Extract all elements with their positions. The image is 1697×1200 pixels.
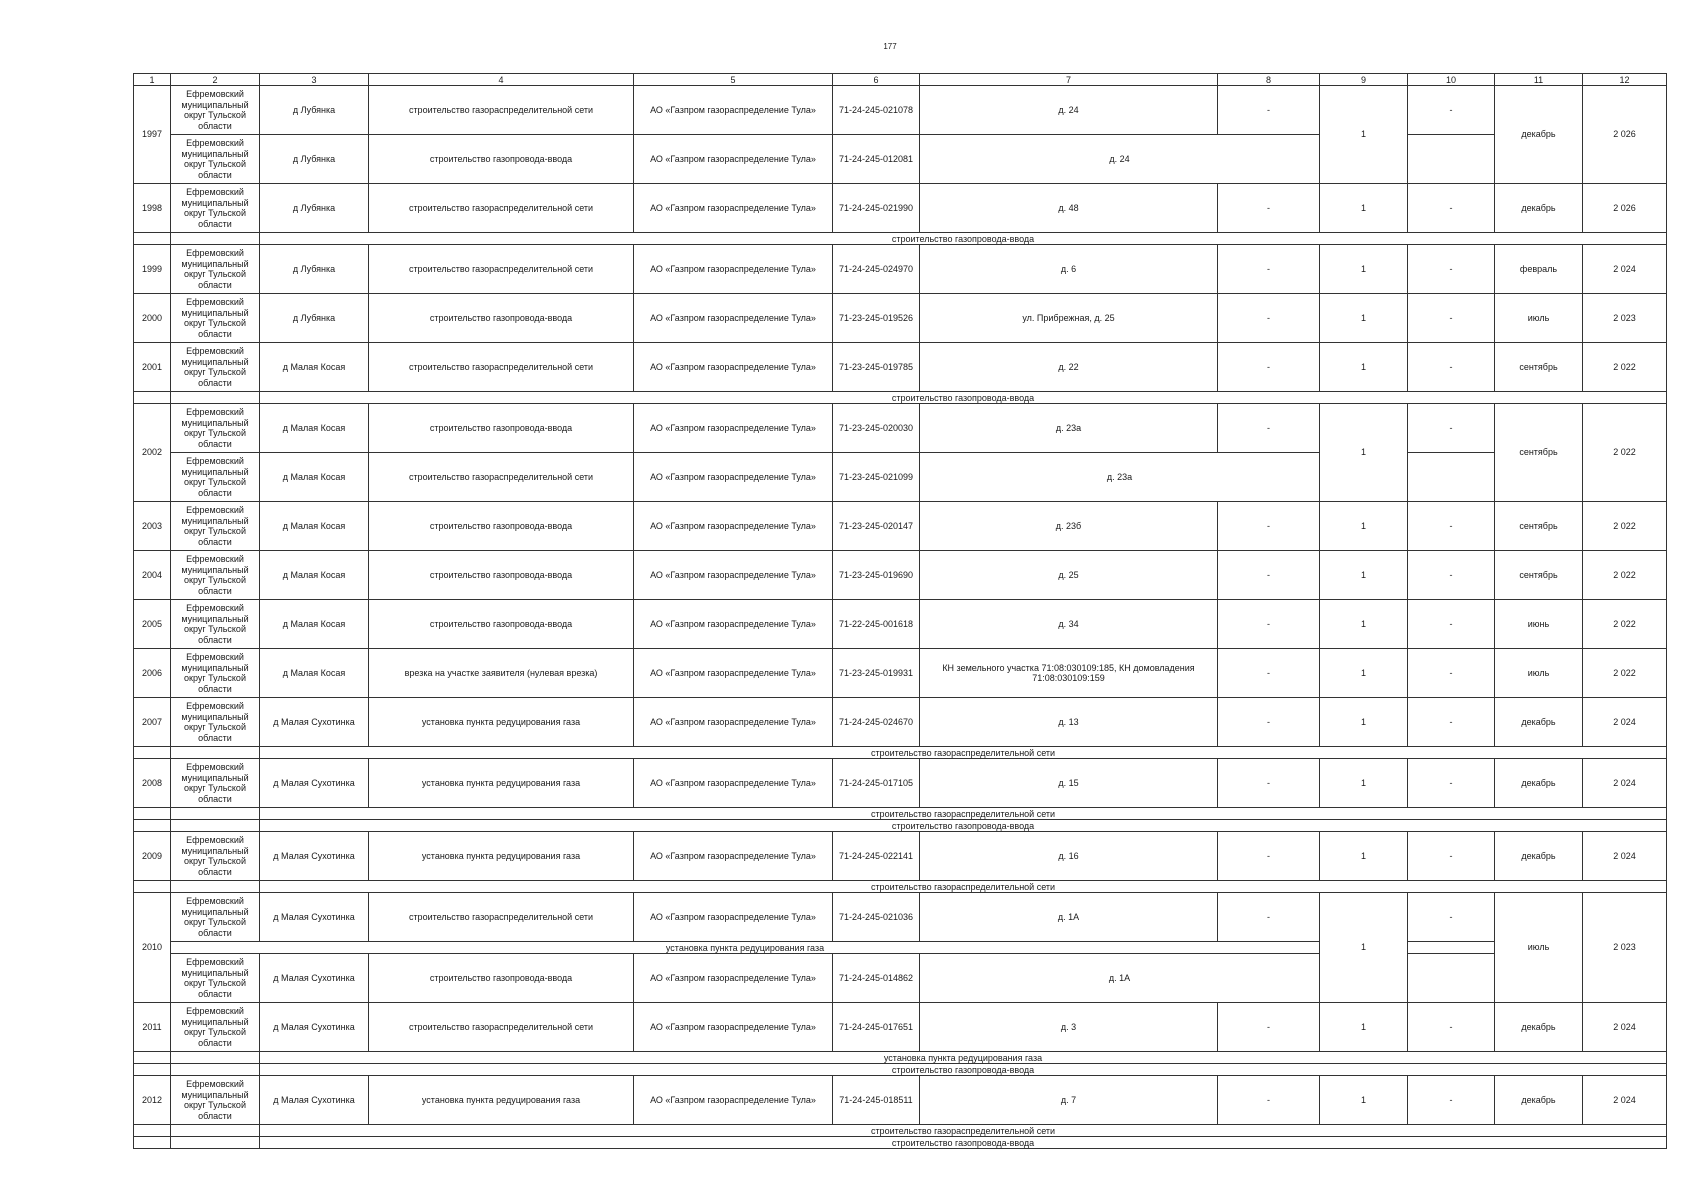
settlement-cell: д Малая Косая xyxy=(260,343,369,392)
table-row xyxy=(134,551,1667,600)
subitem-row xyxy=(134,820,1667,832)
year-cell: 2 022 xyxy=(1583,649,1667,698)
subitem-row xyxy=(134,1125,1667,1137)
municipality-cell: Ефремовский муниципальный округ Тульской области xyxy=(171,600,260,649)
settlement-cell: д Малая Косая xyxy=(260,502,369,551)
application-code-cell: 71-23-245-019931 xyxy=(833,649,920,698)
address-cell: д. 23а xyxy=(920,404,1218,453)
col10-cell: - xyxy=(1408,502,1495,551)
col10-cell: - xyxy=(1408,600,1495,649)
col8-cell: - xyxy=(1218,551,1320,600)
organization-cell: АО «Газпром газораспределение Тула» xyxy=(634,954,833,1003)
subitem-text: строительство газопровода-ввода xyxy=(260,1064,1667,1076)
address-cell: д. 6 xyxy=(920,245,1218,294)
application-code-cell: 71-24-245-024970 xyxy=(833,245,920,294)
subitem-text: установка пункта редуцирования газа xyxy=(260,1052,1667,1064)
organization-cell: АО «Газпром газораспределение Тула» xyxy=(634,135,833,184)
year-cell: 2 023 xyxy=(1583,893,1667,1003)
municipality-cell: Ефремовский муниципальный округ Тульской области xyxy=(171,135,260,184)
col8-cell: - xyxy=(1218,832,1320,881)
work-type-cell: строительство газопровода-ввода xyxy=(369,135,634,184)
col8-cell: - xyxy=(1218,184,1320,233)
address-cell: д. 34 xyxy=(920,600,1218,649)
empty-cell xyxy=(134,233,171,245)
settlement-cell: д Лубянка xyxy=(260,294,369,343)
month-cell: декабрь xyxy=(1495,698,1583,747)
organization-cell: АО «Газпром газораспределение Тула» xyxy=(634,502,833,551)
municipality-cell: Ефремовский муниципальный округ Тульской области xyxy=(171,832,260,881)
application-code-cell: 71-24-245-021990 xyxy=(833,184,920,233)
col9-cell: 1 xyxy=(1320,551,1408,600)
settlement-cell: д Лубянка xyxy=(260,245,369,294)
column-header-2: 2 xyxy=(171,74,260,86)
table-row xyxy=(134,343,1667,392)
settlement-cell: д Малая Косая xyxy=(260,404,369,453)
col8-cell: - xyxy=(1218,1076,1320,1125)
col9-cell: 1 xyxy=(1320,86,1408,184)
col10-cell: - xyxy=(1408,832,1495,881)
col10-cell xyxy=(1408,942,1495,954)
empty-cell xyxy=(171,1064,260,1076)
work-type-cell: строительство газораспределительной сети xyxy=(369,343,634,392)
col10-cell: - xyxy=(1408,1076,1495,1125)
month-cell: июнь xyxy=(1495,600,1583,649)
year-cell: 2 022 xyxy=(1583,502,1667,551)
table-row xyxy=(134,135,1667,184)
row-number: 1998 xyxy=(134,184,171,233)
address-cell: д. 22 xyxy=(920,343,1218,392)
address-cell: д. 3 xyxy=(920,1003,1218,1052)
table-row xyxy=(134,698,1667,747)
col9-cell: 1 xyxy=(1320,343,1408,392)
column-header-1: 1 xyxy=(134,74,171,86)
col9-cell: 1 xyxy=(1320,245,1408,294)
empty-cell xyxy=(171,881,260,893)
work-type-cell: строительство газопровода-ввода xyxy=(369,954,634,1003)
work-type-cell: установка пункта редуцирования газа xyxy=(369,1076,634,1125)
header-row xyxy=(134,74,1667,86)
settlement-cell: д Малая Сухотинка xyxy=(260,759,369,808)
address-cell: д. 25 xyxy=(920,551,1218,600)
table-row xyxy=(134,294,1667,343)
empty-cell xyxy=(134,1125,171,1137)
address-cell: д. 1А xyxy=(920,954,1320,1003)
table-row xyxy=(134,404,1667,453)
col9-cell: 1 xyxy=(1320,1003,1408,1052)
row-number: 1999 xyxy=(134,245,171,294)
empty-cell xyxy=(134,820,171,832)
table-body xyxy=(134,86,1667,1149)
application-code-cell: 71-24-245-017105 xyxy=(833,759,920,808)
year-cell: 2 024 xyxy=(1583,698,1667,747)
column-header-6: 6 xyxy=(833,74,920,86)
col9-cell: 1 xyxy=(1320,502,1408,551)
year-cell: 2 024 xyxy=(1583,1076,1667,1125)
organization-cell: АО «Газпром газораспределение Тула» xyxy=(634,86,833,135)
empty-cell xyxy=(134,1052,171,1064)
application-code-cell: 71-22-245-001618 xyxy=(833,600,920,649)
organization-cell: АО «Газпром газораспределение Тула» xyxy=(634,1076,833,1125)
col10-cell: - xyxy=(1408,343,1495,392)
subitem-text: строительство газопровода-ввода xyxy=(260,820,1667,832)
table-row xyxy=(134,245,1667,294)
column-header-12: 12 xyxy=(1583,74,1667,86)
organization-cell: АО «Газпром газораспределение Тула» xyxy=(634,184,833,233)
col9-cell: 1 xyxy=(1320,832,1408,881)
year-cell: 2 022 xyxy=(1583,600,1667,649)
municipality-cell: Ефремовский муниципальный округ Тульской области xyxy=(171,698,260,747)
column-header-10: 10 xyxy=(1408,74,1495,86)
municipality-cell: Ефремовский муниципальный округ Тульской области xyxy=(171,453,260,502)
empty-cell xyxy=(134,881,171,893)
application-code-cell: 71-23-245-019526 xyxy=(833,294,920,343)
municipality-cell: Ефремовский муниципальный округ Тульской области xyxy=(171,759,260,808)
col8-cell: - xyxy=(1218,893,1320,942)
table-header xyxy=(134,74,1667,86)
application-code-cell: 71-23-245-021099 xyxy=(833,453,920,502)
subitem-row xyxy=(134,1052,1667,1064)
col10-cell: - xyxy=(1408,86,1495,135)
empty-cell xyxy=(134,747,171,759)
application-code-cell: 71-23-245-019785 xyxy=(833,343,920,392)
municipality-cell: Ефремовский муниципальный округ Тульской области xyxy=(171,404,260,453)
month-cell: декабрь xyxy=(1495,184,1583,233)
empty-cell xyxy=(171,233,260,245)
subitem-row xyxy=(134,942,1667,954)
row-number: 2010 xyxy=(134,893,171,1003)
empty-cell xyxy=(134,1064,171,1076)
municipality-cell: Ефремовский муниципальный округ Тульской области xyxy=(171,184,260,233)
table-row xyxy=(134,502,1667,551)
col9-cell: 1 xyxy=(1320,404,1408,502)
table-row xyxy=(134,649,1667,698)
empty-cell xyxy=(134,1137,171,1149)
table-row xyxy=(134,600,1667,649)
col10-cell: - xyxy=(1408,893,1495,942)
settlement-cell: д Малая Сухотинка xyxy=(260,893,369,942)
col10-cell xyxy=(1408,135,1495,184)
address-cell: д. 24 xyxy=(920,86,1218,135)
table-row xyxy=(134,1003,1667,1052)
column-header-11: 11 xyxy=(1495,74,1583,86)
subitem-text: строительство газораспределительной сети xyxy=(260,808,1667,820)
work-type-cell: строительство газораспределительной сети xyxy=(369,184,634,233)
work-type-cell: строительство газораспределительной сети xyxy=(369,245,634,294)
application-code-cell: 71-24-245-012081 xyxy=(833,135,920,184)
row-number: 2003 xyxy=(134,502,171,551)
table-row xyxy=(134,893,1667,942)
application-code-cell: 71-24-245-021036 xyxy=(833,893,920,942)
organization-cell: АО «Газпром газораспределение Тула» xyxy=(634,698,833,747)
application-code-cell: 71-24-245-014862 xyxy=(833,954,920,1003)
municipality-cell: Ефремовский муниципальный округ Тульской области xyxy=(171,1076,260,1125)
row-number: 2008 xyxy=(134,759,171,808)
month-cell: декабрь xyxy=(1495,86,1583,184)
address-cell: д. 1А xyxy=(920,893,1218,942)
row-number: 2004 xyxy=(134,551,171,600)
col8-cell: - xyxy=(1218,649,1320,698)
year-cell: 2 022 xyxy=(1583,343,1667,392)
work-type-cell: строительство газораспределительной сети xyxy=(369,1003,634,1052)
empty-cell xyxy=(171,392,260,404)
row-number: 2012 xyxy=(134,1076,171,1125)
subitem-text: строительство газопровода-ввода xyxy=(260,1137,1667,1149)
col10-cell: - xyxy=(1408,698,1495,747)
month-cell: июль xyxy=(1495,649,1583,698)
organization-cell: АО «Газпром газораспределение Тула» xyxy=(634,453,833,502)
subitem-row xyxy=(134,1137,1667,1149)
work-type-cell: установка пункта редуцирования газа xyxy=(369,832,634,881)
application-code-cell: 71-24-245-017651 xyxy=(833,1003,920,1052)
work-type-cell: строительство газопровода-ввода xyxy=(369,600,634,649)
year-cell: 2 024 xyxy=(1583,832,1667,881)
work-type-cell: строительство газопровода-ввода xyxy=(369,294,634,343)
work-type-cell: строительство газораспределительной сети xyxy=(369,893,634,942)
col8-cell: - xyxy=(1218,759,1320,808)
settlement-cell: д Малая Сухотинка xyxy=(260,1003,369,1052)
work-type-cell: строительство газораспределительной сети xyxy=(369,453,634,502)
municipality-cell: Ефремовский муниципальный округ Тульской области xyxy=(171,893,260,942)
month-cell: сентябрь xyxy=(1495,343,1583,392)
col10-cell xyxy=(1408,954,1495,1003)
table-row xyxy=(134,453,1667,502)
col9-cell: 1 xyxy=(1320,294,1408,343)
settlement-cell: д Малая Сухотинка xyxy=(260,698,369,747)
column-header-5: 5 xyxy=(634,74,833,86)
subitem-text: установка пункта редуцирования газа xyxy=(171,942,1320,954)
col8-cell: - xyxy=(1218,86,1320,135)
work-type-cell: строительство газопровода-ввода xyxy=(369,502,634,551)
organization-cell: АО «Газпром газораспределение Тула» xyxy=(634,1003,833,1052)
col10-cell: - xyxy=(1408,184,1495,233)
subitem-row xyxy=(134,1064,1667,1076)
address-cell: д. 13 xyxy=(920,698,1218,747)
row-number: 2002 xyxy=(134,404,171,502)
work-type-cell: установка пункта редуцирования газа xyxy=(369,698,634,747)
application-code-cell: 71-23-245-020030 xyxy=(833,404,920,453)
col10-cell: - xyxy=(1408,404,1495,453)
row-number: 1997 xyxy=(134,86,171,184)
col9-cell: 1 xyxy=(1320,1076,1408,1125)
municipality-cell: Ефремовский муниципальный округ Тульской области xyxy=(171,649,260,698)
organization-cell: АО «Газпром газораспределение Тула» xyxy=(634,404,833,453)
organization-cell: АО «Газпром газораспределение Тула» xyxy=(634,649,833,698)
empty-cell xyxy=(171,1125,260,1137)
row-number: 2001 xyxy=(134,343,171,392)
col9-cell: 1 xyxy=(1320,698,1408,747)
row-number: 2011 xyxy=(134,1003,171,1052)
row-number: 2005 xyxy=(134,600,171,649)
year-cell: 2 023 xyxy=(1583,294,1667,343)
address-cell: д. 16 xyxy=(920,832,1218,881)
col8-cell: - xyxy=(1218,245,1320,294)
subitem-text: строительство газопровода-ввода xyxy=(260,233,1667,245)
settlement-cell: д Малая Косая xyxy=(260,649,369,698)
municipality-cell: Ефремовский муниципальный округ Тульской области xyxy=(171,343,260,392)
organization-cell: АО «Газпром газораспределение Тула» xyxy=(634,759,833,808)
col9-cell: 1 xyxy=(1320,759,1408,808)
subitem-row xyxy=(134,881,1667,893)
municipality-cell: Ефремовский муниципальный округ Тульской области xyxy=(171,502,260,551)
settlement-cell: д Лубянка xyxy=(260,135,369,184)
col10-cell: - xyxy=(1408,1003,1495,1052)
empty-cell xyxy=(134,392,171,404)
empty-cell xyxy=(171,747,260,759)
month-cell: июль xyxy=(1495,294,1583,343)
column-header-4: 4 xyxy=(369,74,634,86)
col10-cell xyxy=(1408,453,1495,502)
subitem-row xyxy=(134,747,1667,759)
col8-cell: - xyxy=(1218,502,1320,551)
subitem-text: строительство газопровода-ввода xyxy=(260,392,1667,404)
col8-cell: - xyxy=(1218,343,1320,392)
organization-cell: АО «Газпром газораспределение Тула» xyxy=(634,343,833,392)
settlement-cell: д Малая Косая xyxy=(260,600,369,649)
empty-cell xyxy=(171,1137,260,1149)
month-cell: сентябрь xyxy=(1495,551,1583,600)
empty-cell xyxy=(134,808,171,820)
settlement-cell: д Малая Сухотинка xyxy=(260,832,369,881)
col10-cell: - xyxy=(1408,649,1495,698)
column-header-3: 3 xyxy=(260,74,369,86)
organization-cell: АО «Газпром газораспределение Тула» xyxy=(634,893,833,942)
row-number: 2000 xyxy=(134,294,171,343)
municipality-cell: Ефремовский муниципальный округ Тульской области xyxy=(171,245,260,294)
year-cell: 2 024 xyxy=(1583,759,1667,808)
work-type-cell: врезка на участке заявителя (нулевая врезка) xyxy=(369,649,634,698)
year-cell: 2 024 xyxy=(1583,1003,1667,1052)
municipality-cell: Ефремовский муниципальный округ Тульской области xyxy=(171,86,260,135)
table-row xyxy=(134,954,1667,1003)
work-type-cell: строительство газопровода-ввода xyxy=(369,404,634,453)
subitem-row xyxy=(134,392,1667,404)
month-cell: декабрь xyxy=(1495,1003,1583,1052)
address-cell: д. 48 xyxy=(920,184,1218,233)
col10-cell: - xyxy=(1408,294,1495,343)
table-row xyxy=(134,184,1667,233)
settlement-cell: д Лубянка xyxy=(260,86,369,135)
application-code-cell: 71-24-245-021078 xyxy=(833,86,920,135)
month-cell: июль xyxy=(1495,893,1583,1003)
col8-cell: - xyxy=(1218,600,1320,649)
year-cell: 2 026 xyxy=(1583,86,1667,184)
municipality-cell: Ефремовский муниципальный округ Тульской области xyxy=(171,551,260,600)
column-header-8: 8 xyxy=(1218,74,1320,86)
municipality-cell: Ефремовский муниципальный округ Тульской области xyxy=(171,294,260,343)
application-code-cell: 71-23-245-019690 xyxy=(833,551,920,600)
address-cell: д. 24 xyxy=(920,135,1320,184)
settlement-cell: д Малая Сухотинка xyxy=(260,1076,369,1125)
settlement-cell: д Малая Косая xyxy=(260,551,369,600)
work-type-cell: строительство газораспределительной сети xyxy=(369,86,634,135)
year-cell: 2 022 xyxy=(1583,404,1667,502)
settlement-cell: д Малая Косая xyxy=(260,453,369,502)
table-row xyxy=(134,1076,1667,1125)
settlement-cell: д Лубянка xyxy=(260,184,369,233)
address-cell: КН земельного участка 71:08:030109:185, КН домовладения 71:08:030109:159 xyxy=(920,649,1218,698)
year-cell: 2 024 xyxy=(1583,245,1667,294)
month-cell: декабрь xyxy=(1495,832,1583,881)
col8-cell: - xyxy=(1218,1003,1320,1052)
table-row xyxy=(134,86,1667,135)
col10-cell: - xyxy=(1408,759,1495,808)
month-cell: сентябрь xyxy=(1495,404,1583,502)
col9-cell: 1 xyxy=(1320,600,1408,649)
month-cell: декабрь xyxy=(1495,1076,1583,1125)
organization-cell: АО «Газпром газораспределение Тула» xyxy=(634,551,833,600)
column-header-9: 9 xyxy=(1320,74,1408,86)
row-number: 2009 xyxy=(134,832,171,881)
empty-cell xyxy=(171,820,260,832)
row-number: 2006 xyxy=(134,649,171,698)
empty-cell xyxy=(171,1052,260,1064)
application-code-cell: 71-24-245-018511 xyxy=(833,1076,920,1125)
col9-cell: 1 xyxy=(1320,893,1408,1003)
month-cell: февраль xyxy=(1495,245,1583,294)
organization-cell: АО «Газпром газораспределение Тула» xyxy=(634,245,833,294)
table-row xyxy=(134,832,1667,881)
column-header-7: 7 xyxy=(920,74,1218,86)
application-code-cell: 71-24-245-024670 xyxy=(833,698,920,747)
application-code-cell: 71-24-245-022141 xyxy=(833,832,920,881)
settlement-cell: д Малая Сухотинка xyxy=(260,954,369,1003)
col9-cell: 1 xyxy=(1320,649,1408,698)
year-cell: 2 026 xyxy=(1583,184,1667,233)
col9-cell: 1 xyxy=(1320,184,1408,233)
application-code-cell: 71-23-245-020147 xyxy=(833,502,920,551)
subitem-text: строительство газораспределительной сети xyxy=(260,881,1667,893)
empty-cell xyxy=(171,808,260,820)
col10-cell: - xyxy=(1408,245,1495,294)
work-type-cell: установка пункта редуцирования газа xyxy=(369,759,634,808)
municipality-cell: Ефремовский муниципальный округ Тульской области xyxy=(171,1003,260,1052)
address-cell: д. 23а xyxy=(920,453,1320,502)
work-type-cell: строительство газопровода-ввода xyxy=(369,551,634,600)
month-cell: декабрь xyxy=(1495,759,1583,808)
subitem-row xyxy=(134,233,1667,245)
data-table xyxy=(133,73,1667,1149)
organization-cell: АО «Газпром газораспределение Тула» xyxy=(634,294,833,343)
municipality-cell: Ефремовский муниципальный округ Тульской области xyxy=(171,954,260,1003)
col8-cell: - xyxy=(1218,294,1320,343)
year-cell: 2 022 xyxy=(1583,551,1667,600)
col8-cell: - xyxy=(1218,404,1320,453)
address-cell: ул. Прибрежная, д. 25 xyxy=(920,294,1218,343)
address-cell: д. 23б xyxy=(920,502,1218,551)
row-number: 2007 xyxy=(134,698,171,747)
subitem-text: строительство газораспределительной сети xyxy=(260,747,1667,759)
col10-cell: - xyxy=(1408,551,1495,600)
organization-cell: АО «Газпром газораспределение Тула» xyxy=(634,832,833,881)
subitem-text: строительство газораспределительной сети xyxy=(260,1125,1667,1137)
page-number: 177 xyxy=(883,42,897,51)
table-row xyxy=(134,759,1667,808)
address-cell: д. 15 xyxy=(920,759,1218,808)
subitem-row xyxy=(134,808,1667,820)
month-cell: сентябрь xyxy=(1495,502,1583,551)
address-cell: д. 7 xyxy=(920,1076,1218,1125)
organization-cell: АО «Газпром газораспределение Тула» xyxy=(634,600,833,649)
col8-cell: - xyxy=(1218,698,1320,747)
